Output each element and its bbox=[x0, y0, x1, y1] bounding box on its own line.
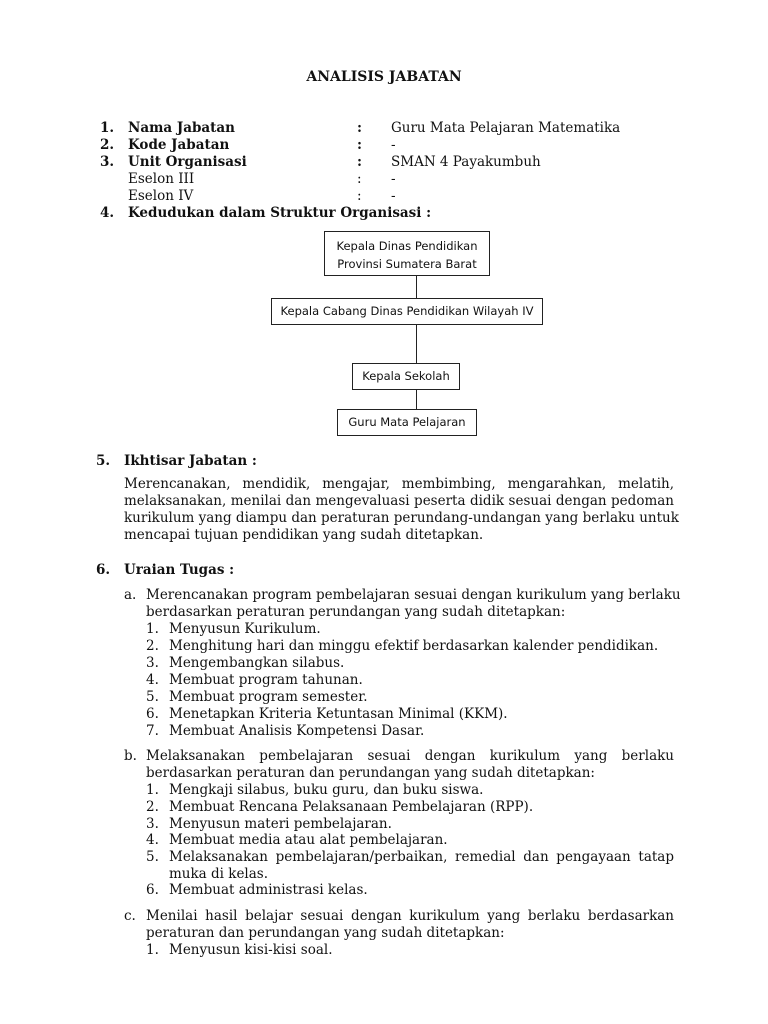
row-value: - bbox=[391, 137, 396, 153]
list-item: Menetapkan Kriteria Ketuntasan Minimal (KKM). bbox=[169, 706, 508, 722]
row-value: - bbox=[391, 171, 396, 187]
task-intro-line: Merencanakan program pembelajaran sesuai dengan kurikulum yang berlaku bbox=[146, 587, 681, 603]
list-item: Membuat Analisis Kompetensi Dasar. bbox=[169, 723, 425, 739]
org-box-line: Kepala Dinas Pendidikan bbox=[336, 239, 478, 253]
list-number: 3. bbox=[146, 655, 159, 671]
list-number: 1. bbox=[146, 942, 159, 958]
summary-line: mencapai tujuan pendidikan yang sudah ditetapkan. bbox=[124, 527, 484, 543]
list-number: 6. bbox=[146, 706, 159, 722]
list-number: 5. bbox=[146, 689, 159, 705]
row-separator: : bbox=[357, 137, 362, 153]
row-value: Guru Mata Pelajaran Matematika bbox=[391, 120, 621, 136]
list-number: 2. bbox=[146, 638, 159, 654]
org-box-kepala-cabang: Kepala Cabang Dinas Pendidikan Wilayah IV bbox=[271, 298, 543, 325]
list-item: Menyusun Kurikulum. bbox=[169, 621, 321, 637]
summary-line: Merencanakan, mendidik, mengajar, membimbing, mengarahkan, melatih, bbox=[124, 476, 674, 492]
row-label: Eselon III bbox=[128, 171, 195, 187]
list-number: 1. bbox=[146, 782, 159, 798]
list-number: 3. bbox=[146, 816, 159, 832]
list-number: 1. bbox=[146, 621, 159, 637]
row-value: SMAN 4 Payakumbuh bbox=[391, 154, 541, 170]
task-intro-line: berdasarkan peraturan dan perundangan yang sudah ditetapkan: bbox=[146, 765, 595, 781]
list-number: 4. bbox=[146, 672, 159, 688]
task-intro-line: berdasarkan peraturan perundangan yang sudah ditetapkan: bbox=[146, 604, 566, 620]
list-item: Menyusun materi pembelajaran. bbox=[169, 816, 392, 832]
task-letter: c. bbox=[124, 908, 136, 924]
list-item: Membuat Rencana Pelaksanaan Pembelajaran (RPP). bbox=[169, 799, 534, 815]
row-label: Unit Organisasi bbox=[128, 154, 247, 170]
row-number: 1. bbox=[100, 120, 115, 136]
task-intro-line: peraturan dan perundangan yang sudah ditetapkan: bbox=[146, 925, 505, 941]
task-letter: a. bbox=[124, 587, 137, 603]
section-heading: Ikhtisar Jabatan : bbox=[124, 453, 257, 469]
list-number: 7. bbox=[146, 723, 159, 739]
list-item: Membuat administrasi kelas. bbox=[169, 882, 368, 898]
section-heading: Uraian Tugas : bbox=[124, 562, 235, 578]
org-box-kepala-dinas bbox=[324, 231, 490, 276]
list-item: Membuat program tahunan. bbox=[169, 672, 363, 688]
section-number: 6. bbox=[96, 562, 111, 578]
task-letter: b. bbox=[124, 748, 137, 764]
row-label: Kode Jabatan bbox=[128, 137, 230, 153]
list-number: 6. bbox=[146, 882, 159, 898]
row-value: - bbox=[391, 188, 396, 204]
org-connector bbox=[416, 325, 417, 363]
org-box-kepala-sekolah: Kepala Sekolah bbox=[352, 363, 460, 390]
list-item: Menghitung hari dan minggu efektif berdasarkan kalender pendidikan. bbox=[169, 638, 659, 654]
list-item: Mengembangkan silabus. bbox=[169, 655, 345, 671]
org-connector bbox=[416, 276, 417, 298]
list-number: 2. bbox=[146, 799, 159, 815]
page-title: ANALISIS JABATAN bbox=[306, 69, 462, 85]
list-number: 4. bbox=[146, 832, 159, 848]
org-box-guru: Guru Mata Pelajaran bbox=[337, 409, 477, 436]
summary-line: kurikulum yang diampu dan peraturan perundang-undangan yang berlaku untuk bbox=[124, 510, 679, 526]
row-number: 3. bbox=[100, 154, 115, 170]
row-separator: : bbox=[357, 120, 362, 136]
row-number: 2. bbox=[100, 137, 115, 153]
section-number: 4. bbox=[100, 205, 115, 221]
section-number: 5. bbox=[96, 453, 111, 469]
row-label: Eselon IV bbox=[128, 188, 194, 204]
row-separator: : bbox=[357, 154, 362, 170]
list-item: Membuat media atau alat pembelajaran. bbox=[169, 832, 448, 848]
list-item: Melaksanakan pembelajaran/perbaikan, remedial dan pengayaan tatap bbox=[169, 849, 674, 865]
row-label: Nama Jabatan bbox=[128, 120, 235, 136]
row-separator: : bbox=[357, 188, 362, 204]
org-connector bbox=[416, 390, 417, 409]
list-number: 5. bbox=[146, 849, 159, 865]
task-intro-line: Melaksanakan pembelajaran sesuai dengan kurikulum yang berlaku bbox=[146, 748, 674, 764]
summary-line: melaksanakan, menilai dan mengevaluasi peserta didik sesuai dengan pedoman bbox=[124, 493, 674, 509]
list-item: Mengkaji silabus, buku guru, dan buku siswa. bbox=[169, 782, 484, 798]
list-item: Membuat program semester. bbox=[169, 689, 368, 705]
section-heading: Kedudukan dalam Struktur Organisasi : bbox=[128, 205, 432, 221]
list-item: Menyusun kisi-kisi soal. bbox=[169, 942, 333, 958]
org-box-line: Provinsi Sumatera Barat bbox=[337, 257, 477, 271]
row-separator: : bbox=[357, 171, 362, 187]
list-item-continuation: muka di kelas. bbox=[169, 866, 269, 882]
task-intro-line: Menilai hasil belajar sesuai dengan kurikulum yang berlaku berdasarkan bbox=[146, 908, 674, 924]
